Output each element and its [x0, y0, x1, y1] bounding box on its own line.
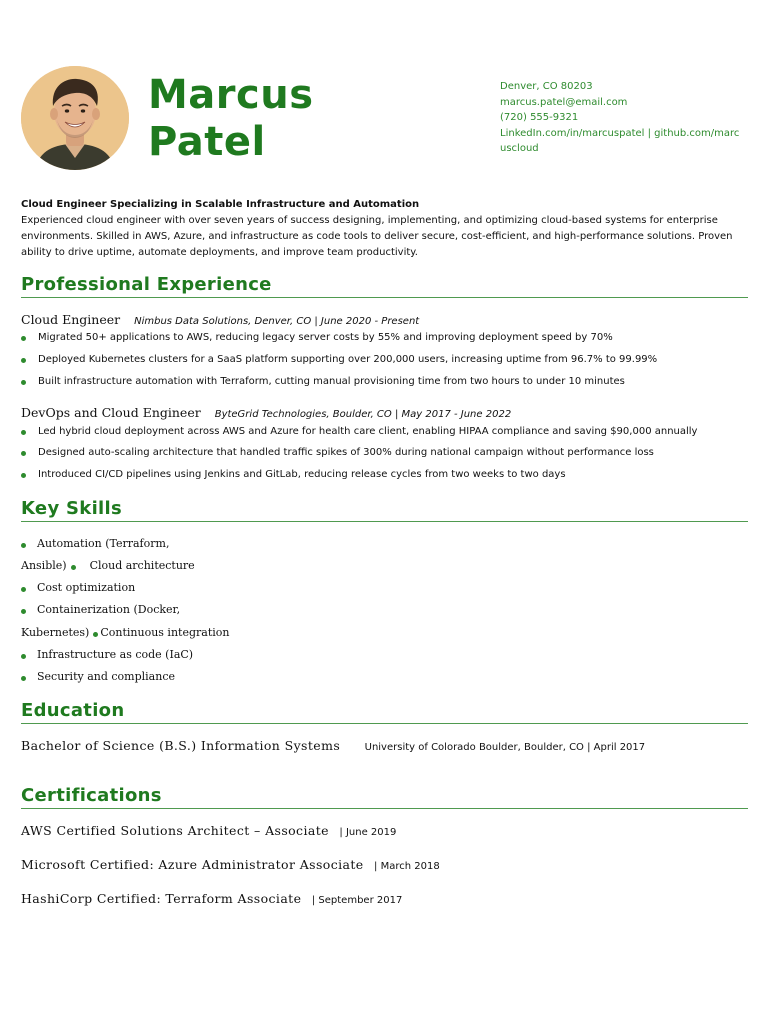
bullet-icon — [21, 430, 26, 435]
bullet-icon — [21, 473, 26, 478]
skill-text: Security and compliance — [37, 670, 175, 683]
section-title-education: Education — [21, 700, 748, 724]
job-role: Cloud Engineer — [21, 312, 121, 327]
bullet-icon — [21, 609, 26, 614]
name-first: Marcus — [148, 72, 314, 118]
certification-entry — [21, 822, 396, 840]
section-title-certifications: Certifications — [21, 785, 748, 809]
skill-text: Kubernetes) — [21, 626, 90, 639]
education-entry — [21, 737, 645, 755]
skill-text: Automation (Terraform, — [37, 537, 170, 550]
certification-name: AWS Certified Solutions Architect – Associate — [21, 823, 329, 838]
certification-name: Microsoft Certified: Azure Administrator Associate — [21, 857, 364, 872]
profile-summary: Experienced cloud engineer with over seven years of success designing, implementing, and optimizing cloud-based systems for enterprise environments. Skilled in AWS, Azure, and infrastructure as code tools to deliver secure, cost-efficient, and high-performance solutions. Proven ability to drive uptime, automate deployments, and improve team productivity. — [21, 215, 733, 258]
skill-text: Continuous integration — [100, 626, 230, 639]
list-item — [21, 559, 195, 572]
contact-location: Denver, CO 80203 — [500, 81, 593, 92]
certification-entry — [21, 890, 402, 908]
list-item — [21, 447, 741, 458]
skill-text: Ansible) — [21, 559, 67, 572]
list-item — [21, 332, 741, 343]
list-item — [21, 426, 741, 437]
bullet-icon — [21, 336, 26, 341]
bullet-icon — [71, 565, 76, 570]
certification-date: | September 2017 — [311, 895, 403, 906]
job-title — [21, 405, 511, 420]
skill-text: Infrastructure as code (IaC) — [37, 648, 194, 661]
certification-name: HashiCorp Certified: Terraform Associate — [21, 891, 302, 906]
bullet-text: Migrated 50+ applications to AWS, reducing legacy server costs by 55% and improving deployment speed by 70% — [38, 332, 613, 343]
name-last: Patel — [148, 119, 266, 165]
bullet-icon — [21, 358, 26, 363]
bullet-icon — [93, 632, 98, 637]
profile-headline: Cloud Engineer Specializing in Scalable Infrastructure and Automation — [21, 199, 420, 210]
bullet-text: Introduced CI/CD pipelines using Jenkins and GitLab, reducing release cycles from two weeks to two days — [38, 469, 566, 480]
list-item — [21, 581, 135, 594]
job-role: DevOps and Cloud Engineer — [21, 405, 201, 420]
education-degree: Bachelor of Science (B.S.) Information Systems — [21, 738, 341, 753]
contact-phone: (720) 555-9321 — [500, 112, 579, 123]
bullet-icon — [21, 587, 26, 592]
contact-block — [500, 79, 740, 157]
bullet-icon — [21, 380, 26, 385]
list-item — [21, 376, 741, 387]
bullet-text: Led hybrid cloud deployment across AWS and Azure for health care client, enabling HIPAA compliance and saving $90,000 annually — [38, 426, 698, 437]
list-item — [21, 670, 175, 683]
contact-links[interactable]: LinkedIn.com/in/marcuspatel | github.com/marcuscloud — [500, 127, 740, 154]
certification-entry — [21, 856, 440, 874]
job-meta: ByteGrid Technologies, Boulder, CO | May 2017 - June 2022 — [214, 409, 512, 420]
skill-text: Cost optimization — [37, 581, 136, 594]
list-item — [21, 537, 169, 550]
bullet-text: Designed auto-scaling architecture that handled traffic spikes of 300% during national campaign without performance loss — [38, 447, 654, 458]
skill-text: Containerization (Docker, — [37, 603, 181, 616]
list-item — [21, 603, 180, 616]
bullet-text: Built infrastructure automation with Terraform, cutting manual provisioning time from two hours to under 10 minutes — [38, 376, 625, 387]
bullet-icon — [21, 676, 26, 681]
certification-date: | June 2019 — [339, 827, 397, 838]
skill-text: Cloud architecture — [89, 559, 195, 572]
job-title — [21, 312, 419, 327]
section-title-skills: Key Skills — [21, 498, 748, 522]
bullet-icon — [21, 543, 26, 548]
certification-date: | March 2018 — [374, 861, 440, 872]
candidate-name — [148, 72, 448, 166]
profile-photo-icon — [21, 66, 129, 170]
bullet-icon — [21, 451, 26, 456]
avatar — [21, 66, 129, 170]
list-item — [21, 469, 741, 480]
contact-email[interactable]: marcus.patel@email.com — [500, 96, 628, 108]
section-title-experience: Professional Experience — [21, 274, 748, 298]
education-school: University of Colorado Boulder, Boulder, CO | April 2017 — [364, 742, 646, 753]
list-item — [21, 354, 741, 365]
list-item — [21, 626, 229, 639]
bullet-icon — [21, 654, 26, 659]
list-item — [21, 648, 193, 661]
bullet-text: Deployed Kubernetes clusters for a SaaS platform supporting over 200,000 users, increasing uptime from 96.7% to 99.99% — [38, 354, 658, 365]
job-meta: Nimbus Data Solutions, Denver, CO | June 2020 - Present — [134, 316, 420, 327]
